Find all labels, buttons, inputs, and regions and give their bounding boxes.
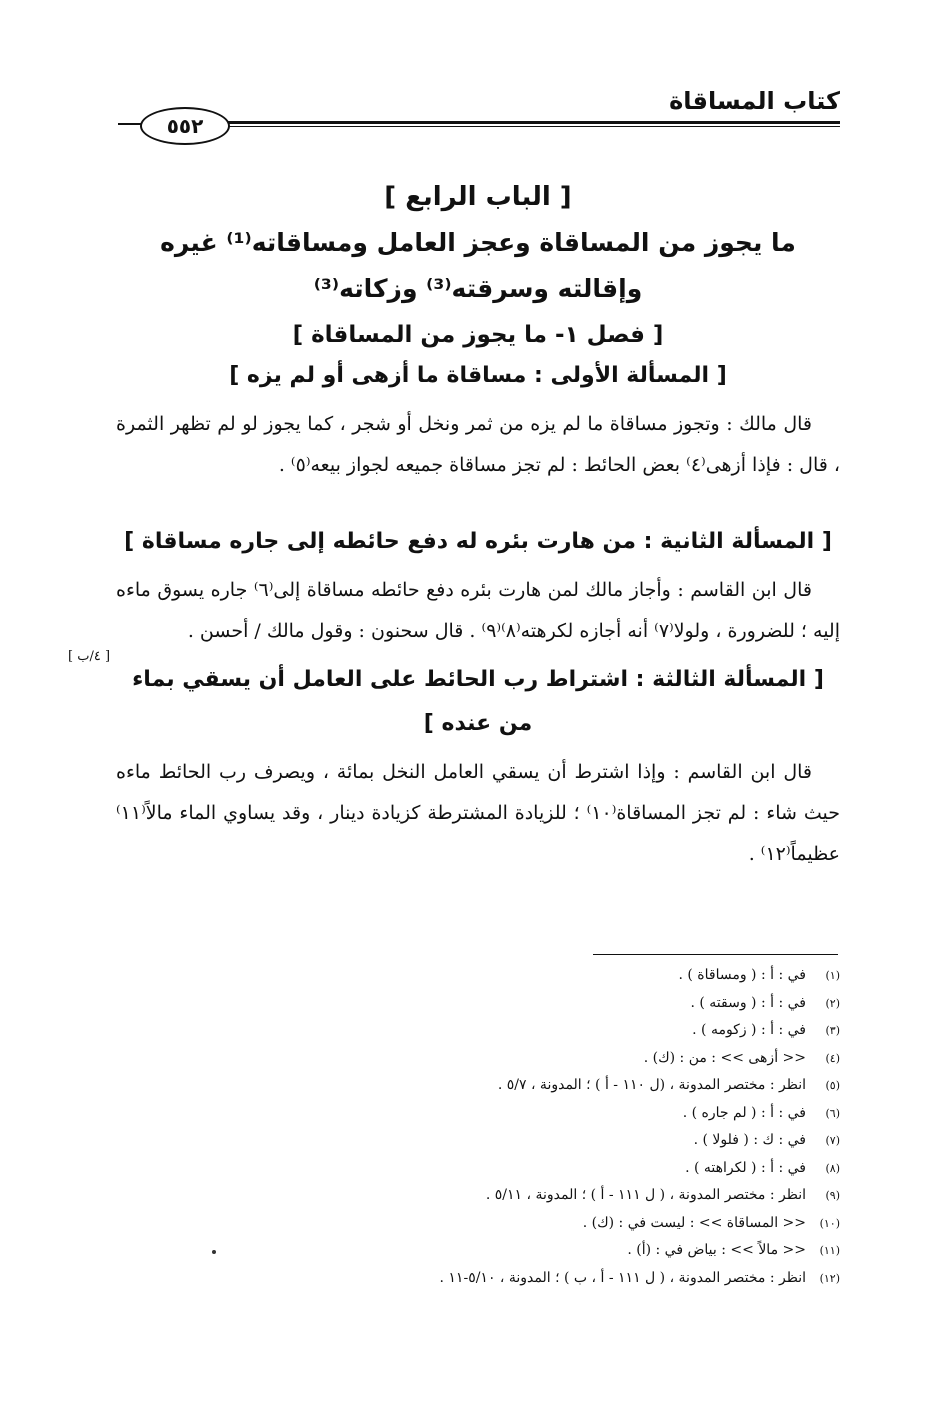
footnote (280, 1265, 840, 1293)
footnote (280, 962, 840, 990)
footnote-text: انظر : مختصر المدونة ، (ل ١١٠ - أ ) ؛ المدونة ، ٥/٧ . (497, 1077, 806, 1093)
footnotes (280, 962, 840, 1292)
footnote (280, 1017, 840, 1045)
scan-speck (212, 1250, 216, 1254)
footnote-number: (١٠) (819, 1216, 840, 1230)
footnote-number: (٨) (825, 1161, 840, 1175)
footnote-text: في : أ : ( لكراهته ) . (685, 1159, 806, 1176)
issue-heading: [ المسألة الثانية : من هارت بئره له دفع حائطه إلى جاره مساقاة ] (124, 529, 832, 554)
footnote (280, 1237, 840, 1265)
footnote (280, 1210, 840, 1238)
footnote-number: (٩) (825, 1189, 840, 1202)
issue-heading: [ المسألة الأولى : مساقاة ما أزهى أو لم يزه ] (229, 363, 727, 388)
main-content (116, 170, 840, 875)
footnote (280, 1155, 840, 1183)
footnote-number: (٣) (825, 1024, 840, 1037)
page-number: ٥٥٢ (140, 107, 230, 145)
manuscript-folio-note: [ ٤/ب ] (68, 649, 111, 664)
footnote (280, 990, 840, 1018)
footnote-text: في : أ : ( ومساقاة ) . (678, 967, 806, 983)
issue-text: قال ابن القاسم : وإذا اشترط أن يسقي العامل النخل بمائة ، ويصرف رب الحائط ماءه حيث شاء : لم تجز المساقاة⁽١٠⁾ ؛ للزيادة المشترطة كزيادة دينار ، وقد يساوي الماء مالاً⁽١١⁾ عظيماً⁽١٢⁾ . (116, 761, 840, 865)
footnote-text: انظر : مختصر المدونة ، ( ل ١١١ - أ ، ب ) ؛ المدونة ، ٥/١٠-١١ . (439, 1269, 806, 1286)
footnote-text: << أزهى >> : من : (ك) . (643, 1049, 806, 1066)
chapter-title: ما يجوز من المساقاة وعجز العامل ومساقاته⁽¹⁾ غيره وإقالته وسرقته⁽³⁾ وزكاته⁽³⁾ (160, 228, 796, 303)
footnote-text: في : أ : ( وسقته ) . (690, 994, 806, 1011)
book-title: كتاب المساقاة (669, 87, 840, 115)
footnote-text: انظر : مختصر المدونة ، ( ل ١١١ - أ ) ؛ المدونة ، ٥/١١ . (485, 1187, 806, 1203)
footnote-text: في : أ : ( زكومه ) . (692, 1022, 806, 1038)
running-header (118, 85, 840, 155)
footnote-text: << مالاً >> : بياض في : (أ) . (627, 1242, 806, 1258)
footnote (280, 1072, 840, 1100)
issue-text: قال مالك : وتجوز مساقاة ما لم يزه من ثمر ونخل أو شجر ، كما يجوز لو لم تظهر الثمرة ، قال : فإذا أزهى⁽٤⁾ بعض الحائط : لم تجز مساقاة جميعه لجواز بيعه⁽٥⁾ . (116, 413, 840, 476)
footnote-number: (٤) (825, 1051, 840, 1065)
footnote (280, 1045, 840, 1073)
chapter-label: [ الباب الرابع ] (384, 182, 572, 212)
footnote-number: (١٢) (819, 1271, 840, 1285)
header-rule (208, 121, 840, 124)
footnote-number: (١١) (819, 1244, 840, 1257)
footnote-number: (٦) (825, 1106, 840, 1120)
footnote-text: في : ك : ( فلولا ) . (693, 1132, 806, 1148)
footnote (280, 1182, 840, 1210)
footnote (280, 1127, 840, 1155)
issue-text: قال ابن القاسم : وأجاز مالك لمن هارت بئره دفع حائطه مساقاة إلى⁽٦⁾ جاره يسوق ماءه إليه ؛ للضرورة ، ولولا⁽٧⁾ أنه أجازه لكرهته⁽٨⁾⁽٩⁾ . قال سحنون : وقول مالك / أحسن . (116, 579, 840, 642)
issue-heading: [ المسألة الثالثة : اشتراط رب الحائط على العامل أن يسقي بماء من عنده ] (132, 667, 824, 736)
footnote-number: (١) (825, 969, 840, 982)
footnote-number: (٥) (825, 1079, 840, 1092)
section-heading: [ فصل ١- ما يجوز من المساقاة ] (292, 322, 664, 348)
footnote-text: << المساقاة >> : ليست في : (ك) . (582, 1214, 806, 1231)
header-rule-thin (208, 126, 840, 127)
footnote-number: (٧) (825, 1134, 840, 1147)
footnote-separator (593, 954, 838, 955)
footnote-text: في : أ : ( لم جاره ) . (682, 1104, 806, 1121)
footnote-number: (٢) (825, 996, 840, 1010)
footnote (280, 1100, 840, 1128)
